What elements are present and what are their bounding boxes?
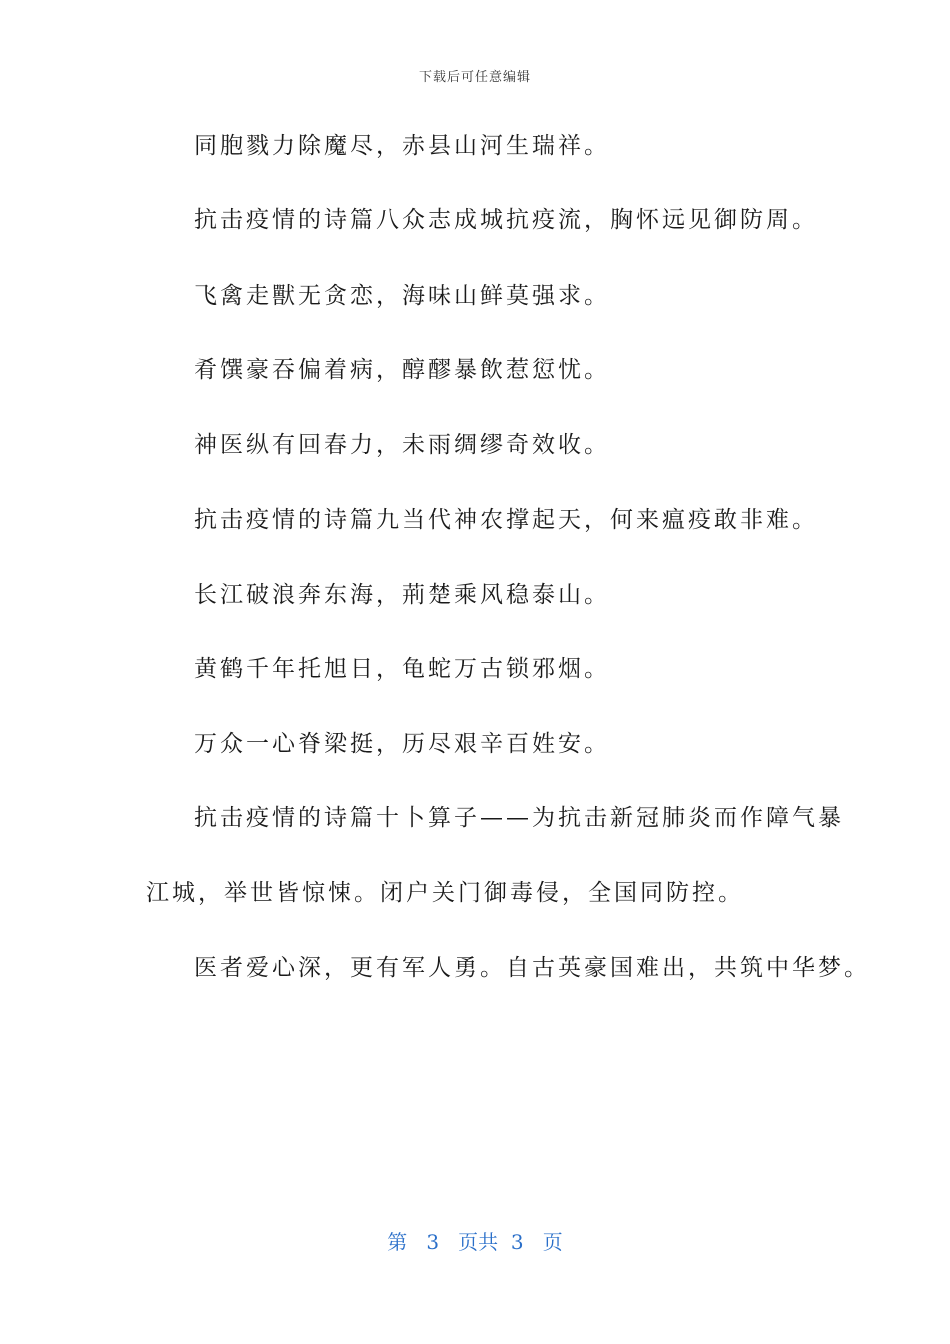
footer-total-pages: 3 bbox=[510, 1230, 524, 1254]
text-line: 万众一心脊梁挺，历尽艰辛百姓安。 bbox=[194, 731, 610, 757]
footer-current-page: 3 bbox=[426, 1230, 440, 1254]
page-header bbox=[0, 66, 950, 85]
text-line: 肴馔豪吞偏着病，醇醪暴飲惹愆忧。 bbox=[194, 357, 610, 383]
text-line: 同胞戮力除魔尽，赤县山河生瑞祥。 bbox=[194, 133, 610, 159]
footer-page-mid: 页共 bbox=[458, 1230, 499, 1254]
text-line: 江城，举世皆惊悚。闭户关门御毒侵，全国同防控。 bbox=[146, 880, 744, 906]
text-line: 飞禽走獸无贪恋，海味山鲜莫强求。 bbox=[194, 283, 610, 309]
page-number-footer bbox=[0, 1226, 950, 1255]
footer-page-suffix: 页 bbox=[542, 1230, 563, 1254]
text-line: 抗击疫情的诗篇九当代神农撑起天，何来瘟疫敢非难。 bbox=[194, 507, 818, 533]
footer-page-prefix: 第 bbox=[387, 1230, 408, 1254]
text-line: 抗击疫情的诗篇十卜算子——为抗击新冠肺炎而作障气暴 bbox=[194, 805, 844, 831]
text-line: 抗击疫情的诗篇八众志成城抗疫流，胸怀远见御防周。 bbox=[194, 207, 818, 233]
text-line: 神医纵有回春力，未雨绸缪奇效收。 bbox=[194, 432, 610, 458]
text-line: 医者爱心深，更有军人勇。自古英豪国难出，共筑中华梦。 bbox=[194, 955, 870, 981]
text-line: 长江破浪奔东海，荊楚乘风稳泰山。 bbox=[194, 582, 610, 608]
header-note: 下载后可任意编辑 bbox=[418, 70, 531, 85]
text-line: 黄鹤千年托旭日，龟蛇万古锁邪烟。 bbox=[194, 656, 610, 682]
